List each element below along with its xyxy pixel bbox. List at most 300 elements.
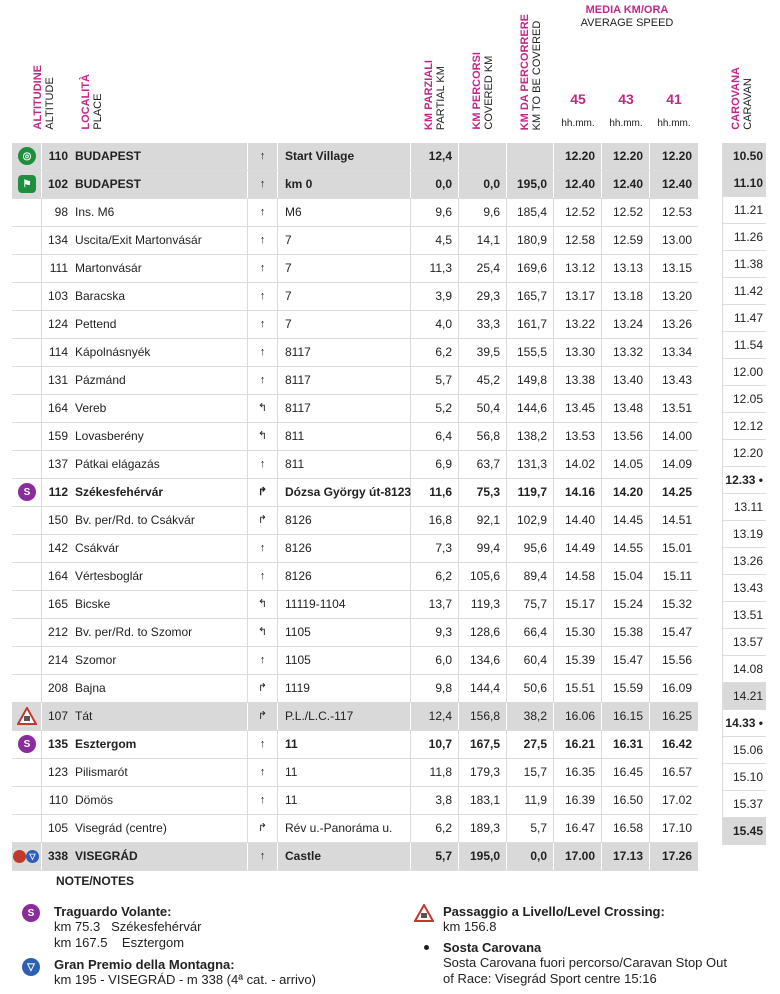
time-cell: 16.06	[554, 703, 602, 730]
direction-cell: ↰	[248, 619, 278, 646]
caravan-cell: 11.54	[722, 332, 766, 359]
table-row	[12, 339, 698, 367]
row-icon-cell	[12, 451, 42, 478]
caravan-cell: 11.10	[722, 170, 766, 197]
altitude-cell: 212	[47, 625, 68, 639]
direction-cell: ↑	[248, 199, 278, 226]
table-row	[12, 843, 698, 871]
altitude-cell: 102	[47, 177, 68, 191]
gpm-note-line: km 195 - VISEGRÁD - m 338 (4ª cat. - arrivo)	[54, 972, 316, 987]
caravan-note	[443, 940, 727, 987]
caravan-column	[722, 143, 766, 845]
route-table	[12, 143, 698, 871]
row-icon-cell	[12, 311, 42, 338]
time-cell: 13.32	[602, 339, 650, 366]
time-cell: 14.25	[661, 485, 692, 499]
time-cell: 15.38	[602, 619, 650, 646]
time-cell: 15.39	[554, 647, 602, 674]
row-icon-cell	[12, 591, 42, 618]
time-cell: 13.20	[661, 289, 692, 303]
table-row	[12, 367, 698, 395]
time-cell: 15.51	[554, 675, 602, 702]
time-cell: 13.00	[661, 233, 692, 247]
time-cell: 16.25	[661, 709, 692, 723]
row-icon-cell	[12, 227, 42, 254]
road-cell: 7	[278, 311, 411, 338]
altitude-cell: 110	[48, 793, 68, 807]
row-icon-cell	[12, 563, 42, 590]
table-row	[12, 731, 698, 759]
direction-cell: ↑	[248, 143, 278, 170]
caravan-cell: 13.26	[722, 548, 766, 575]
direction-cell: ↑	[248, 563, 278, 590]
time-cell: 15.24	[602, 591, 650, 618]
partial-km-cell: 4,5	[411, 227, 459, 254]
row-icon-cell	[12, 339, 42, 366]
partial-km-cell: 7,3	[411, 535, 459, 562]
time-cell: 16.58	[602, 815, 650, 842]
sprint-icon: S	[22, 904, 40, 922]
partial-km-cell: 12,4	[411, 143, 459, 170]
direction-cell: ↱	[248, 675, 278, 702]
road-cell: 8117	[278, 367, 411, 394]
caravan-note-line: of Race: Visegrád Sport centre 15:16	[443, 971, 657, 986]
row-icon-cell	[12, 787, 42, 814]
level-crossing-note	[443, 904, 665, 935]
sprint-icon: S	[18, 735, 36, 753]
caravan-cell: 11.38	[722, 251, 766, 278]
place-cell: Pettend	[68, 311, 248, 338]
row-icon-cell	[12, 507, 42, 534]
time-cell: 14.49	[554, 535, 602, 562]
row-icon-cell	[12, 367, 42, 394]
table-row	[12, 619, 698, 647]
caravan-cell: 15.37	[722, 791, 766, 818]
sprint-note-title: Traguardo Volante:	[54, 904, 172, 919]
time-cell: 15.01	[661, 541, 692, 555]
remaining-km-cell: 195,0	[507, 171, 554, 198]
place-cell: Martonvásár	[68, 255, 248, 282]
remaining-km-cell: 119,7	[507, 479, 554, 506]
table-row	[12, 759, 698, 787]
time-cell: 15.59	[602, 675, 650, 702]
covered-km-cell: 156,8	[459, 703, 507, 730]
time-cell: 15.32	[661, 597, 692, 611]
time-cell: 16.35	[554, 759, 602, 786]
road-cell: M6	[278, 199, 411, 226]
altitude-cell: 98	[54, 205, 68, 219]
mountain-icon: ▽	[26, 850, 39, 863]
direction-cell: ↑	[248, 731, 278, 758]
time-cell: 13.34	[661, 345, 692, 359]
road-cell: 8117	[278, 395, 411, 422]
time-cell: 13.48	[602, 395, 650, 422]
partial-km-cell: 10,7	[411, 731, 459, 758]
time-cell: 14.09	[661, 457, 692, 471]
covered-km-cell: 0,0	[459, 171, 507, 198]
table-row	[12, 675, 698, 703]
km0-icon: ⚑	[18, 175, 36, 193]
caravan-cell: 13.57	[722, 629, 766, 656]
remaining-km-cell: 180,9	[507, 227, 554, 254]
covered-km-cell: 119,3	[459, 591, 507, 618]
partial-km-cell: 9,8	[411, 675, 459, 702]
time-cell: 13.13	[602, 255, 650, 282]
altitude-cell: 164	[47, 401, 68, 415]
altitude-cell: 338	[47, 849, 68, 863]
direction-cell: ↑	[248, 227, 278, 254]
partial-km-cell: 9,3	[411, 619, 459, 646]
table-row	[12, 171, 698, 199]
partial-km-cell: 13,7	[411, 591, 459, 618]
row-icon-cell	[12, 843, 42, 870]
partial-km-cell: 9,6	[411, 199, 459, 226]
road-cell: 7	[278, 283, 411, 310]
time-cell: 15.30	[554, 619, 602, 646]
remaining-km-cell: 50,6	[507, 675, 554, 702]
place-cell: Bicske	[68, 591, 248, 618]
place-cell: Dömös	[68, 787, 248, 814]
altitude-cell: 111	[49, 261, 68, 275]
time-cell: 13.26	[661, 317, 692, 331]
altitude-cell: 164	[47, 569, 68, 583]
remaining-km-cell: 66,4	[507, 619, 554, 646]
road-cell: 11	[278, 787, 411, 814]
table-row	[12, 787, 698, 815]
time-cell: 16.09	[661, 681, 692, 695]
table-row	[12, 535, 698, 563]
partial-km-cell: 5,2	[411, 395, 459, 422]
row-icon-cell	[12, 423, 42, 450]
table-row	[12, 507, 698, 535]
place-cell: BUDAPEST	[68, 143, 248, 170]
direction-cell: ↑	[248, 759, 278, 786]
altitude-cell: 105	[47, 821, 68, 835]
table-header	[0, 0, 780, 140]
direction-cell: ↑	[248, 843, 278, 870]
partial-km-cell: 3,9	[411, 283, 459, 310]
caravan-cell: 15.45	[722, 818, 766, 845]
caravan-cell: 15.10	[722, 764, 766, 791]
time-cell: 17.00	[554, 843, 602, 870]
direction-cell: ↑	[248, 451, 278, 478]
mountain-icon: ▽	[22, 958, 40, 976]
direction-cell: ↰	[248, 395, 278, 422]
place-cell: Tát	[68, 703, 248, 730]
notes-title: NOTE/NOTES	[56, 874, 135, 888]
remaining-km-cell: 15,7	[507, 759, 554, 786]
caravan-cell: 12.12	[722, 413, 766, 440]
direction-cell: ↑	[248, 647, 278, 674]
road-cell: 1105	[278, 619, 411, 646]
partial-km-cell: 11,6	[411, 479, 459, 506]
time-cell: 17.13	[602, 843, 650, 870]
place-cell: Bajna	[68, 675, 248, 702]
covered-km-cell: 75,3	[459, 479, 507, 506]
road-cell: 7	[278, 227, 411, 254]
altitude-cell: 123	[47, 765, 68, 779]
partial-km-cell: 6,0	[411, 647, 459, 674]
place-cell: Vereb	[68, 395, 248, 422]
table-row	[12, 647, 698, 675]
direction-cell: ↑	[248, 367, 278, 394]
covered-km-cell: 128,6	[459, 619, 507, 646]
sprint-note-line: km 167.5 Esztergom	[54, 935, 185, 950]
time-cell: 13.12	[554, 255, 602, 282]
road-cell: 8126	[278, 563, 411, 590]
place-cell: Szomor	[68, 647, 248, 674]
row-icon-cell	[12, 395, 42, 422]
row-icon-cell	[12, 675, 42, 702]
time-cell: 13.15	[661, 261, 692, 275]
altitude-cell: 110	[48, 149, 68, 163]
caravan-cell: 12.20	[722, 440, 766, 467]
place-cell: Vértesboglár	[68, 563, 248, 590]
direction-cell: ↑	[248, 283, 278, 310]
altitude-cell: 142	[47, 541, 68, 555]
place-cell: Csákvár	[68, 535, 248, 562]
level-crossing-icon	[17, 707, 37, 725]
partial-km-cell: 6,2	[411, 339, 459, 366]
place-cell: Bv. per/Rd. to Csákvár	[68, 507, 248, 534]
caravan-cell: 13.11	[722, 494, 766, 521]
partial-km-cell: 11,3	[411, 255, 459, 282]
time-cell: 14.16	[554, 479, 602, 506]
remaining-km-cell: 5,7	[507, 815, 554, 842]
remaining-km-cell: 161,7	[507, 311, 554, 338]
direction-cell: ↑	[248, 255, 278, 282]
table-row	[12, 815, 698, 843]
altitude-cell: 134	[47, 233, 68, 247]
time-cell: 13.51	[661, 401, 692, 415]
partial-km-cell: 0,0	[411, 171, 459, 198]
time-cell: 14.55	[602, 535, 650, 562]
speed-unit: hh.mm.	[561, 118, 595, 129]
caravan-header: CAROVANA CARAVAN	[730, 67, 754, 130]
notes-section	[0, 870, 780, 994]
time-cell: 14.00	[661, 429, 692, 443]
table-row	[12, 423, 698, 451]
speed-value: 43	[618, 91, 634, 107]
road-cell: km 0	[278, 171, 411, 198]
covered-km-cell: 9,6	[459, 199, 507, 226]
time-cell: 12.40	[602, 171, 650, 198]
caravan-note-title: Sosta Carovana	[443, 940, 542, 955]
time-cell: 17.10	[661, 821, 692, 835]
row-icon-cell	[12, 171, 42, 198]
covered-km-cell: 56,8	[459, 423, 507, 450]
time-cell: 12.40	[661, 177, 692, 191]
remaining-km-cell: 11,9	[507, 787, 554, 814]
direction-cell: ↱	[248, 507, 278, 534]
time-cell: 16.50	[602, 787, 650, 814]
level-crossing-title: Passaggio a Livello/Level Crossing:	[443, 904, 665, 919]
row-icon-cell	[12, 815, 42, 842]
covered-km-cell: 92,1	[459, 507, 507, 534]
covered-km-cell: 99,4	[459, 535, 507, 562]
time-cell: 16.42	[661, 737, 692, 751]
place-cell: Ins. M6	[68, 199, 248, 226]
place-cell: Baracska	[68, 283, 248, 310]
row-icon-cell	[12, 283, 42, 310]
time-cell: 17.26	[661, 849, 692, 863]
caravan-cell: 12.33 •	[722, 467, 766, 494]
altitude-cell: 159	[47, 429, 68, 443]
table-row	[12, 591, 698, 619]
road-cell: 11	[278, 759, 411, 786]
direction-cell: ↰	[248, 591, 278, 618]
time-cell: 13.43	[661, 373, 692, 387]
remaining-km-cell: 165,7	[507, 283, 554, 310]
altitude-cell: 137	[47, 457, 68, 471]
covered-km-cell: 183,1	[459, 787, 507, 814]
time-cell: 13.30	[554, 339, 602, 366]
direction-cell: ↱	[248, 815, 278, 842]
caravan-cell: 14.33 •	[722, 710, 766, 737]
caravan-cell: 11.42	[722, 278, 766, 305]
place-cell: Esztergom	[68, 731, 248, 758]
remaining-km-cell: 0,0	[507, 843, 554, 870]
covered-km-cell: 50,4	[459, 395, 507, 422]
partial-km-cell: 5,7	[411, 843, 459, 870]
time-cell: 14.58	[554, 563, 602, 590]
time-cell: 15.47	[602, 647, 650, 674]
time-cell: 12.20	[661, 149, 692, 163]
caravan-cell: 12.05	[722, 386, 766, 413]
table-row	[12, 703, 698, 731]
place-header: LOCALITÀ PLACE	[80, 74, 104, 130]
time-cell: 16.47	[554, 815, 602, 842]
place-cell: Pilismarót	[68, 759, 248, 786]
altitude-cell: 124	[47, 317, 68, 331]
row-icon-cell	[12, 703, 42, 730]
time-cell: 16.57	[661, 765, 692, 779]
sprint-note-line: km 75.3 Székesfehérvár	[54, 919, 202, 934]
finish-icon	[13, 850, 26, 863]
time-cell: 16.39	[554, 787, 602, 814]
speed-value: 41	[666, 91, 682, 107]
time-cell: 12.59	[602, 227, 650, 254]
partial-km-cell: 4,0	[411, 311, 459, 338]
caravan-cell: 11.21	[722, 197, 766, 224]
covered-km-cell: 25,4	[459, 255, 507, 282]
time-cell: 16.45	[602, 759, 650, 786]
covered-km-cell: 134,6	[459, 647, 507, 674]
time-cell: 13.40	[602, 367, 650, 394]
table-row	[12, 143, 698, 171]
road-cell: 811	[278, 451, 411, 478]
table-row	[12, 199, 698, 227]
place-cell: Pátkai elágazás	[68, 451, 248, 478]
time-cell: 16.15	[602, 703, 650, 730]
caravan-cell: 11.26	[722, 224, 766, 251]
row-icon-cell	[12, 199, 42, 226]
time-cell: 16.31	[602, 731, 650, 758]
altitude-cell: 135	[47, 737, 68, 751]
place-cell: Székesfehérvár	[68, 479, 248, 506]
covered-km-cell: 14,1	[459, 227, 507, 254]
remaining-km-cell: 102,9	[507, 507, 554, 534]
time-cell: 15.04	[602, 563, 650, 590]
remaining-km-header: KM DA PERCORRERE KM TO BE COVERED	[519, 13, 543, 130]
table-row	[12, 563, 698, 591]
time-cell: 12.20	[554, 143, 602, 170]
time-cell: 14.40	[554, 507, 602, 534]
place-cell: Kápolnásnyék	[68, 339, 248, 366]
place-cell: Visegrád (centre)	[68, 815, 248, 842]
remaining-km-cell: 89,4	[507, 563, 554, 590]
remaining-km-cell: 95,6	[507, 535, 554, 562]
partial-km-cell: 6,2	[411, 815, 459, 842]
remaining-km-cell: 185,4	[507, 199, 554, 226]
direction-cell: ↑	[248, 171, 278, 198]
partial-km-header: KM PARZIALI PARTIAL KM	[423, 59, 447, 130]
covered-km-cell: 179,3	[459, 759, 507, 786]
covered-km-cell: 63,7	[459, 451, 507, 478]
direction-cell: ↑	[248, 535, 278, 562]
remaining-km-cell: 60,4	[507, 647, 554, 674]
partial-km-cell: 11,8	[411, 759, 459, 786]
altitude-header: ALTITUDINE ALTITUDE	[32, 65, 56, 130]
average-speed-header: MEDIA KM/ORA AVERAGE SPEED	[580, 4, 674, 29]
road-cell: P.L./L.C.-117	[278, 703, 411, 730]
time-cell: 13.53	[554, 423, 602, 450]
direction-cell: ↱	[248, 703, 278, 730]
time-cell: 17.02	[661, 793, 692, 807]
remaining-km-cell: 149,8	[507, 367, 554, 394]
covered-km-cell: 195,0	[459, 843, 507, 870]
caravan-cell: 13.51	[722, 602, 766, 629]
caravan-bullet-icon	[424, 945, 429, 950]
row-icon-cell	[12, 759, 42, 786]
caravan-cell: 15.06	[722, 737, 766, 764]
road-cell: 8126	[278, 535, 411, 562]
covered-km-cell: 189,3	[459, 815, 507, 842]
place-cell: Lovasberény	[68, 423, 248, 450]
time-cell: 14.20	[602, 479, 650, 506]
altitude-cell: 112	[48, 485, 68, 499]
altitude-cell: 165	[47, 597, 68, 611]
direction-cell: ↑	[248, 339, 278, 366]
time-cell: 12.52	[602, 199, 650, 226]
caravan-cell: 14.21	[722, 683, 766, 710]
place-cell: Uscita/Exit Martonvásár	[68, 227, 248, 254]
place-cell: Bv. per/Rd. to Szomor	[68, 619, 248, 646]
caravan-cell: 10.50	[722, 143, 766, 170]
road-cell: 7	[278, 255, 411, 282]
place-cell: BUDAPEST	[68, 171, 248, 198]
time-cell: 13.22	[554, 311, 602, 338]
time-cell: 12.58	[554, 227, 602, 254]
direction-cell: ↰	[248, 423, 278, 450]
direction-cell: ↱	[248, 479, 278, 506]
caravan-cell: 12.00	[722, 359, 766, 386]
table-row	[12, 479, 698, 507]
road-cell: Start Village	[278, 143, 411, 170]
row-icon-cell	[12, 647, 42, 674]
partial-km-cell: 6,4	[411, 423, 459, 450]
time-cell: 12.20	[602, 143, 650, 170]
time-cell: 12.40	[554, 171, 602, 198]
remaining-km-cell: 169,6	[507, 255, 554, 282]
caravan-cell: 13.43	[722, 575, 766, 602]
remaining-km-cell: 131,3	[507, 451, 554, 478]
road-cell: Rév u.-Panoráma u.	[278, 815, 411, 842]
row-icon-cell	[12, 479, 42, 506]
altitude-cell: 103	[47, 289, 68, 303]
caravan-cell: 14.08	[722, 656, 766, 683]
remaining-km-cell: 38,2	[507, 703, 554, 730]
